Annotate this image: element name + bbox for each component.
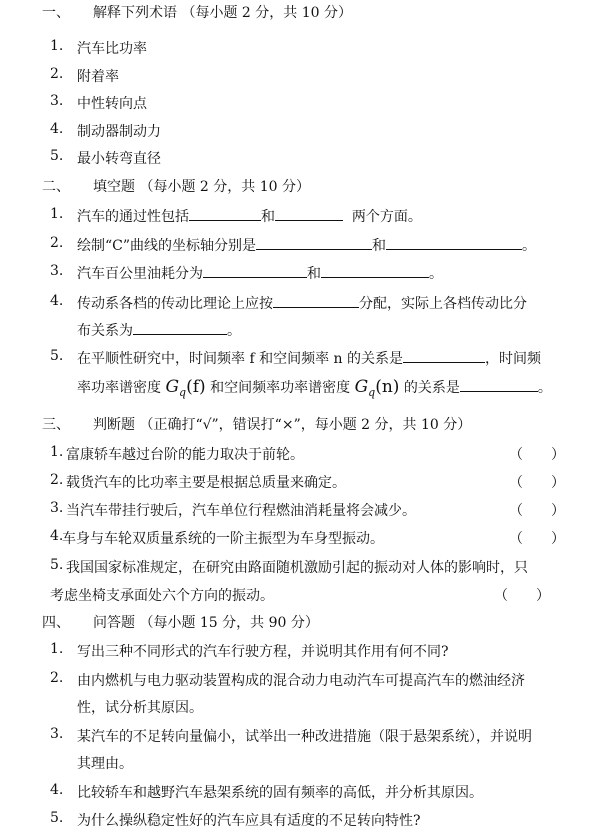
- s4-q5-text: 为什么操纵稳定性好的汽车应具有适度的不足转向特性?: [77, 813, 421, 829]
- formula-gq-f: $G_q(f)$: [165, 377, 206, 399]
- s2-q5-blank-1[interactable]: [403, 348, 485, 363]
- section-1-number: 一、: [42, 5, 70, 21]
- s2-q5-text-e: 的关系是: [403, 380, 460, 396]
- s3-item-4-text: 车身与车轮双质量系统的一阶主振型为车身型振动。: [62, 531, 384, 547]
- s3-item-3-answer[interactable]: （ ）: [509, 503, 565, 519]
- s2-q5-text-d: 和空间频率功率谱密度: [210, 380, 351, 396]
- s2-q5-text-c: 率功率谱密度: [77, 380, 161, 396]
- s4-q3-text-a: 某汽车的不足转向量偏小，试举出一种改进措施（限于悬架系统），并说明: [77, 729, 532, 745]
- s3-item-2-number: 2.: [50, 472, 64, 488]
- s1-item-3-text: 中性转向点: [77, 96, 147, 112]
- s1-item-1-text: 汽车比功率: [77, 41, 147, 57]
- s2-q5-text-f: 。: [537, 380, 552, 396]
- section-4-title: 问答题 （每小题 15 分，共 90 分）: [93, 615, 319, 631]
- section-3-title: 判断题 （正确打“√”，错误打“×”，每小题 2 分，共 10 分）: [93, 417, 472, 433]
- s2-q2-blank-2[interactable]: [386, 235, 522, 250]
- s2-q2-text-c: 。: [522, 238, 537, 254]
- s2-q5-text-a: 在平顺性研究中，时间频率 f 和空间频率 n 的关系是: [77, 351, 403, 367]
- section-2-title: 填空题 （每小题 2 分，共 10 分）: [93, 179, 310, 195]
- s3-item-5-number: 5.: [50, 557, 64, 573]
- s4-q2-number: 2.: [50, 670, 64, 686]
- s2-q2-text-b: 和: [372, 238, 387, 254]
- s4-q2-text-b: 性，试分析其原因。: [77, 700, 203, 716]
- s3-item-5-text-b: 考虑坐椅支承面处六个方向的振动。: [50, 588, 274, 604]
- s2-q3-text-c: 。: [429, 266, 443, 282]
- s4-q5-number: 5.: [50, 810, 64, 826]
- s4-q1-number: 1.: [50, 641, 64, 657]
- s2-q1-number: 1.: [50, 206, 64, 222]
- section-1-title: 解释下列术语 （每小题 2 分，共 10 分）: [93, 5, 352, 21]
- section-4-number: 四、: [42, 615, 70, 631]
- section-3-number: 三、: [42, 417, 70, 433]
- s2-q3-text-b: 和: [307, 266, 321, 282]
- s2-q1-blank-2[interactable]: [275, 206, 343, 221]
- s2-q2-blank-1[interactable]: [256, 235, 372, 250]
- s2-q2-text-a: 绘制“C”曲线的坐标轴分别是: [77, 238, 257, 254]
- s3-item-4-answer[interactable]: （ ）: [509, 531, 565, 547]
- s2-q4-text-c: 布关系为: [77, 323, 133, 339]
- s2-q1-blank-1[interactable]: [189, 206, 261, 221]
- s3-item-2-answer[interactable]: （ ）: [509, 475, 565, 491]
- s4-q1-text: 写出三种不同形式的汽车行驶方程，并说明其作用有何不同?: [77, 644, 449, 660]
- s3-item-4-number: 4.: [50, 528, 64, 544]
- s2-q4-text-a: 传动系各档的传动比理论上应按: [77, 296, 273, 312]
- s2-q4-text-b: 分配，实际上各档传动比分: [359, 296, 527, 312]
- s2-q2-number: 2.: [50, 235, 64, 251]
- s2-q1-text-a: 汽车的通过性包括: [77, 209, 189, 225]
- s3-item-1-number: 1.: [50, 444, 64, 460]
- s1-item-4-number: 4.: [50, 121, 64, 137]
- s2-q4-blank-1[interactable]: [273, 293, 359, 308]
- s2-q3-blank-1[interactable]: [203, 263, 307, 278]
- s3-item-2-text: 载货汽车的比功率主要是根据总质量来确定。: [66, 475, 346, 491]
- section-2-number: 二、: [42, 179, 70, 195]
- s4-q4-text: 比较轿车和越野汽车悬架系统的固有频率的高低，并分析其原因。: [77, 785, 483, 801]
- formula-gq-n: $G_q(n)$: [354, 377, 400, 399]
- s3-item-3-number: 3.: [50, 500, 64, 516]
- s3-item-3-text: 当汽车带挂行驶后，汽车单位行程燃油消耗量将会减少。: [66, 503, 416, 519]
- s2-q4-number: 4.: [50, 293, 64, 309]
- s2-q4-blank-2[interactable]: [133, 320, 227, 335]
- s1-item-4-text: 制动器制动力: [77, 124, 161, 140]
- s4-q2-text-a: 由内燃机与电力驱动装置构成的混合动力电动汽车可提高汽车的燃油经济: [77, 673, 525, 689]
- s4-q3-number: 3.: [50, 726, 64, 742]
- s2-q5-blank-2[interactable]: [460, 377, 538, 392]
- s2-q1-text-c: 两个方面。: [351, 209, 422, 225]
- s2-q3-number: 3.: [50, 263, 64, 279]
- s3-item-1-text: 富康轿车越过台阶的能力取决于前轮。: [66, 447, 304, 463]
- s1-item-5-number: 5.: [50, 148, 64, 164]
- s3-item-1-answer[interactable]: （ ）: [509, 447, 565, 463]
- s1-item-2-number: 2.: [50, 66, 64, 82]
- s2-q3-blank-2[interactable]: [321, 263, 429, 278]
- s1-item-1-number: 1.: [50, 38, 64, 54]
- s1-item-5-text: 最小转弯直径: [77, 151, 161, 167]
- s2-q1-text-b: 和: [261, 209, 275, 225]
- s2-q3-text-a: 汽车百公里油耗分为: [77, 266, 203, 282]
- s4-q4-number: 4.: [50, 782, 64, 798]
- s1-item-2-text: 附着率: [77, 69, 119, 85]
- s2-q4-text-d: 。: [227, 323, 241, 339]
- s4-q3-text-b: 其理由。: [77, 756, 133, 772]
- s3-item-5-text-a: 我国国家标准规定，在研究由路面随机激励引起的振动对人体的影响时，只: [66, 560, 528, 576]
- s2-q5-text-b: ，时间频: [485, 351, 541, 367]
- s1-item-3-number: 3.: [50, 93, 64, 109]
- s3-item-5-answer[interactable]: （ ）: [494, 588, 550, 604]
- s2-q5-number: 5.: [50, 348, 64, 364]
